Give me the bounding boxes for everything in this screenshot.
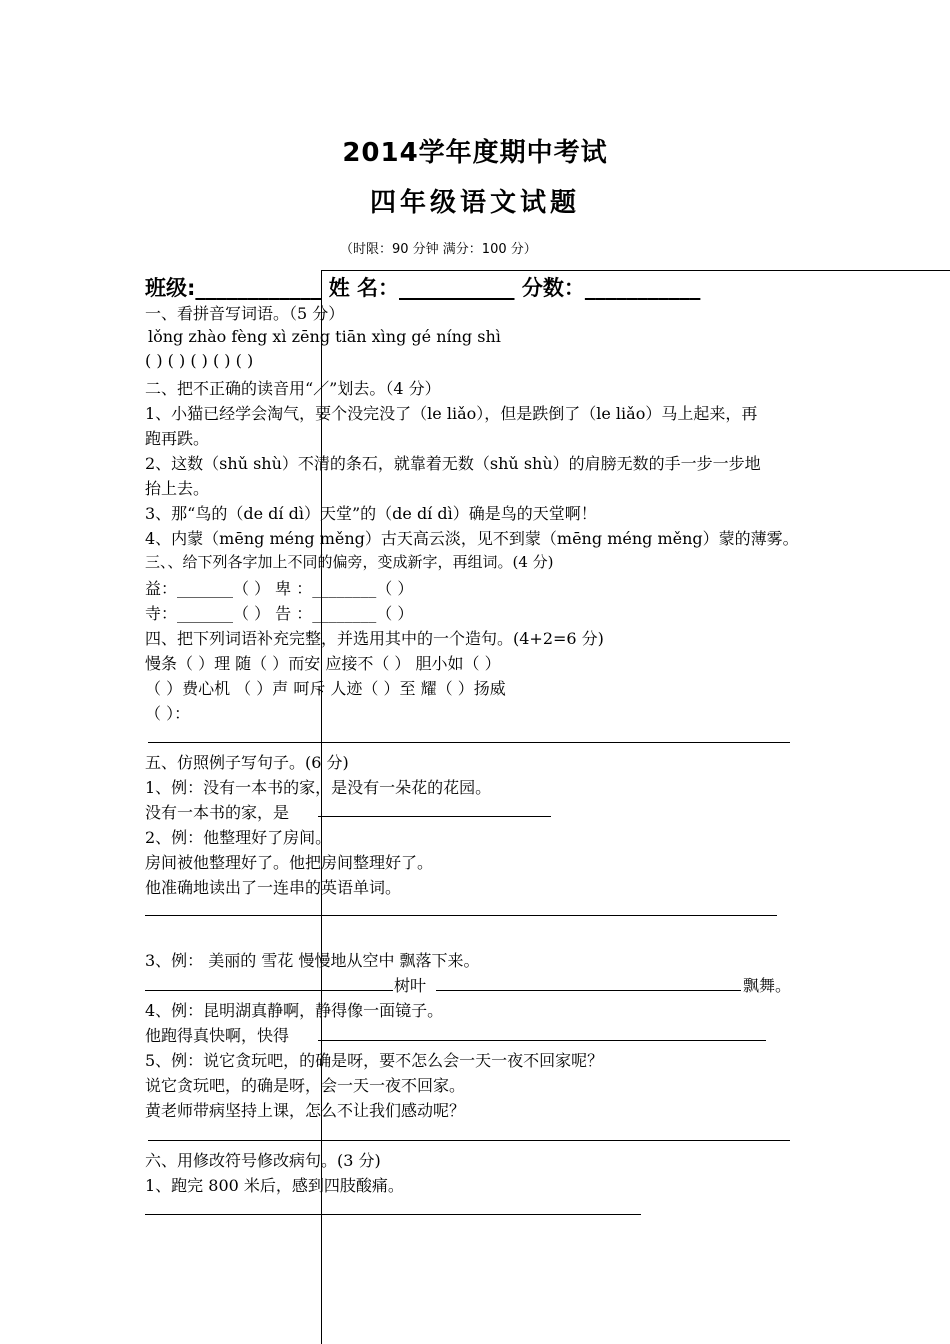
section1-pinyin: lǒng zhào fèng xì zēng tiān xìng gé níng shì: [148, 327, 501, 346]
section4-answer-line[interactable]: [148, 742, 790, 743]
section3-row2: 寺：_______（ ） 告 ：________（ ）: [145, 604, 414, 623]
section2-q1-line2: 跑再跌。: [145, 429, 210, 448]
section5-ex1-example: 1、例：没有一本书的家，是没有一朵花的花园。: [145, 778, 492, 797]
section5-ex5-sentence: 黄老师带病坚持上课，怎么不让我们感动呢？: [145, 1101, 466, 1120]
student-info-line: 班级:____________ 姓 名：___________ 分数：___________: [145, 276, 701, 300]
section2-q2-line2: 抬上去。: [145, 479, 210, 498]
section6-q1: 1、跑完 800 米后，感到四肢酸痛。: [145, 1176, 404, 1195]
section5-ex2-answer-line[interactable]: [145, 915, 777, 916]
page-frame: [321, 270, 950, 1344]
section2-q3: 3、那“鸟的（de dí dì）天堂”的（de dí dì）确是鸟的天堂啊！: [145, 504, 597, 523]
section4-row2: （ ）费心机 （ ）声 呵斥 人迹（ ）至 耀（ ）扬威: [145, 679, 506, 698]
section1-heading: 一、看拼音写词语。（5 分）: [145, 304, 345, 323]
section5-ex2-example: 2、例：他整理好了房间。: [145, 828, 332, 847]
exam-subtitle: 四年级语文试题: [369, 188, 580, 218]
section5-ex3-example: 3、例： 美丽的 雪花 慢慢地从空中 飘落下来。: [145, 951, 480, 970]
section6-heading: 六、用修改符号修改病句。(3 分): [145, 1151, 381, 1170]
section2-q4: 4、内蒙（mēng méng měng）古天高云淡，见不到蒙（mēng méng měng）蒙的薄雾。: [145, 529, 799, 548]
section5-ex4-example: 4、例：昆明湖真静啊，静得像一面镜子。: [145, 1001, 444, 1020]
section4-heading: 四、把下列词语补充完整，并选用其中的一个造句。(4+2=6 分): [145, 629, 604, 648]
section5-ex3-blank1[interactable]: [145, 990, 393, 991]
section5-ex2-model: 房间被他整理好了。他把房间整理好了。: [145, 853, 434, 872]
exam-title: 2014学年度期中考试: [342, 138, 608, 168]
time-limit: （时限：90 分钟 满分：100 分）: [340, 242, 537, 257]
section2-q2-line1: 2、这数（shǔ shù）不清的条石，就靠着无数（shǔ shù）的肩膀无数的手一步一步地: [145, 454, 761, 473]
section5-ex5-answer-line[interactable]: [148, 1140, 790, 1141]
section6-answer-line[interactable]: [145, 1214, 641, 1215]
section3-heading: 三、、给下列各字加上不同的偏旁，变成新字，再组词。(4 分): [145, 553, 554, 571]
section5-ex1-blank[interactable]: [318, 816, 551, 817]
section5-ex5-model: 说它贪玩吧，的确是呀，会一天一夜不回家。: [145, 1076, 466, 1095]
section5-ex3-mid: 树叶: [394, 976, 427, 995]
section5-ex5-example: 5、例：说它贪玩吧，的确是呀，要不怎么会一天一夜不回家呢？: [145, 1051, 604, 1070]
section1-blanks: ( ) ( ) ( ) ( ) ( ): [145, 351, 254, 370]
section2-q1-line1: 1、小猫已经学会淘气，要个没完没了（le liǎo），但是跌倒了（le liǎo）马上起来，再: [145, 404, 758, 423]
section5-ex4-blank[interactable]: [318, 1040, 766, 1041]
section3-row1: 益：_______（ ） 卑 ：________（ ）: [145, 579, 414, 598]
section5-ex2-sentence: 他准确地读出了一连串的英语单词。: [145, 878, 402, 897]
section4-row1: 慢条（ ）理 随（ ）而安 应接不（ ） 胆小如（ ）: [145, 654, 501, 673]
section5-ex1-prompt: 没有一本书的家，是: [145, 803, 290, 822]
section5-ex3-blank2[interactable]: [436, 990, 741, 991]
section2-heading: 二、把不正确的读音用“／”划去。（4 分）: [145, 379, 441, 398]
section5-heading: 五、仿照例子写句子。(6 分): [145, 753, 349, 772]
section4-row3: （ ）：: [145, 704, 191, 723]
section5-ex3-end: 飘舞。: [743, 976, 792, 995]
section5-ex4-prompt: 他跑得真快啊，快得: [145, 1026, 290, 1045]
